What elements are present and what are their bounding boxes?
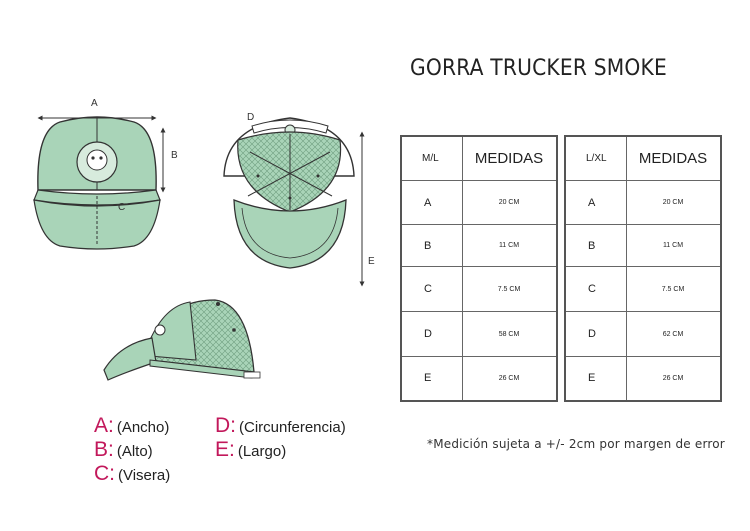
- legend-key: D:: [215, 414, 236, 437]
- size-label: M/L: [401, 136, 462, 181]
- measure-key: C: [565, 267, 626, 312]
- bottom-view-cap-illustration: [224, 118, 362, 284]
- legend-text: (Ancho): [116, 419, 170, 436]
- table-row: [565, 181, 721, 225]
- table-row: [565, 225, 721, 267]
- table-row: [401, 181, 557, 225]
- measure-value: 62 CM: [626, 312, 721, 357]
- medidas-header: MEDIDAS: [626, 136, 721, 181]
- table-row: [401, 312, 557, 357]
- size-label: L/XL: [565, 136, 626, 181]
- dimension-label-b: B: [171, 150, 178, 161]
- dimension-label-d: D: [247, 112, 255, 123]
- table-row: [565, 357, 721, 401]
- measure-key: C: [401, 267, 462, 312]
- dimension-label-a: A: [91, 98, 98, 109]
- legend-key: B:: [94, 438, 114, 461]
- measure-value: 20 CM: [626, 181, 721, 225]
- legend-text: (Alto): [116, 443, 153, 460]
- size-table-m-l: [400, 135, 558, 402]
- measure-key: A: [401, 181, 462, 225]
- measure-value: 26 CM: [626, 357, 721, 401]
- dimension-label-c: C: [118, 202, 126, 213]
- side-view-cap-illustration: [104, 300, 260, 380]
- legend-text: (Largo): [237, 443, 287, 460]
- table-header-row: [401, 136, 557, 181]
- measure-key: D: [565, 312, 626, 357]
- table-row: [401, 225, 557, 267]
- measure-value: 7.5 CM: [462, 267, 557, 312]
- table-row: [565, 267, 721, 312]
- measure-key: A: [565, 181, 626, 225]
- measure-key: B: [401, 225, 462, 267]
- legend-key: C:: [94, 462, 115, 485]
- measure-value: 20 CM: [462, 181, 557, 225]
- measure-value: 11 CM: [462, 225, 557, 267]
- measurement-note: *Medición sujeta a +/- 2cm por margen de error: [427, 437, 725, 451]
- legend-item-visera: [94, 462, 170, 486]
- measure-value: 26 CM: [462, 357, 557, 401]
- page-title: GORRA TRUCKER SMOKE: [410, 56, 667, 81]
- measure-key: E: [565, 357, 626, 401]
- table-row: [565, 312, 721, 357]
- table-row: [401, 357, 557, 401]
- measure-value: 11 CM: [626, 225, 721, 267]
- measure-value: 7.5 CM: [626, 267, 721, 312]
- measure-key: E: [401, 357, 462, 401]
- legend-item-largo: [215, 438, 286, 462]
- legend-item-ancho: [94, 414, 169, 438]
- size-table-l-xl: [564, 135, 722, 402]
- table-header-row: [565, 136, 721, 181]
- measure-key: D: [401, 312, 462, 357]
- measure-value: 58 CM: [462, 312, 557, 357]
- dimension-label-e: E: [368, 256, 375, 267]
- medidas-header: MEDIDAS: [462, 136, 557, 181]
- legend-text: (Circunferencia): [239, 419, 346, 436]
- legend-key: E:: [215, 438, 235, 461]
- front-view-cap-illustration: [34, 117, 163, 249]
- legend-item-alto: [94, 438, 153, 462]
- measure-key: B: [565, 225, 626, 267]
- table-row: [401, 267, 557, 312]
- legend-key: A:: [94, 414, 114, 437]
- legend-text: (Visera): [118, 467, 171, 484]
- legend-item-circunferencia: [215, 414, 346, 438]
